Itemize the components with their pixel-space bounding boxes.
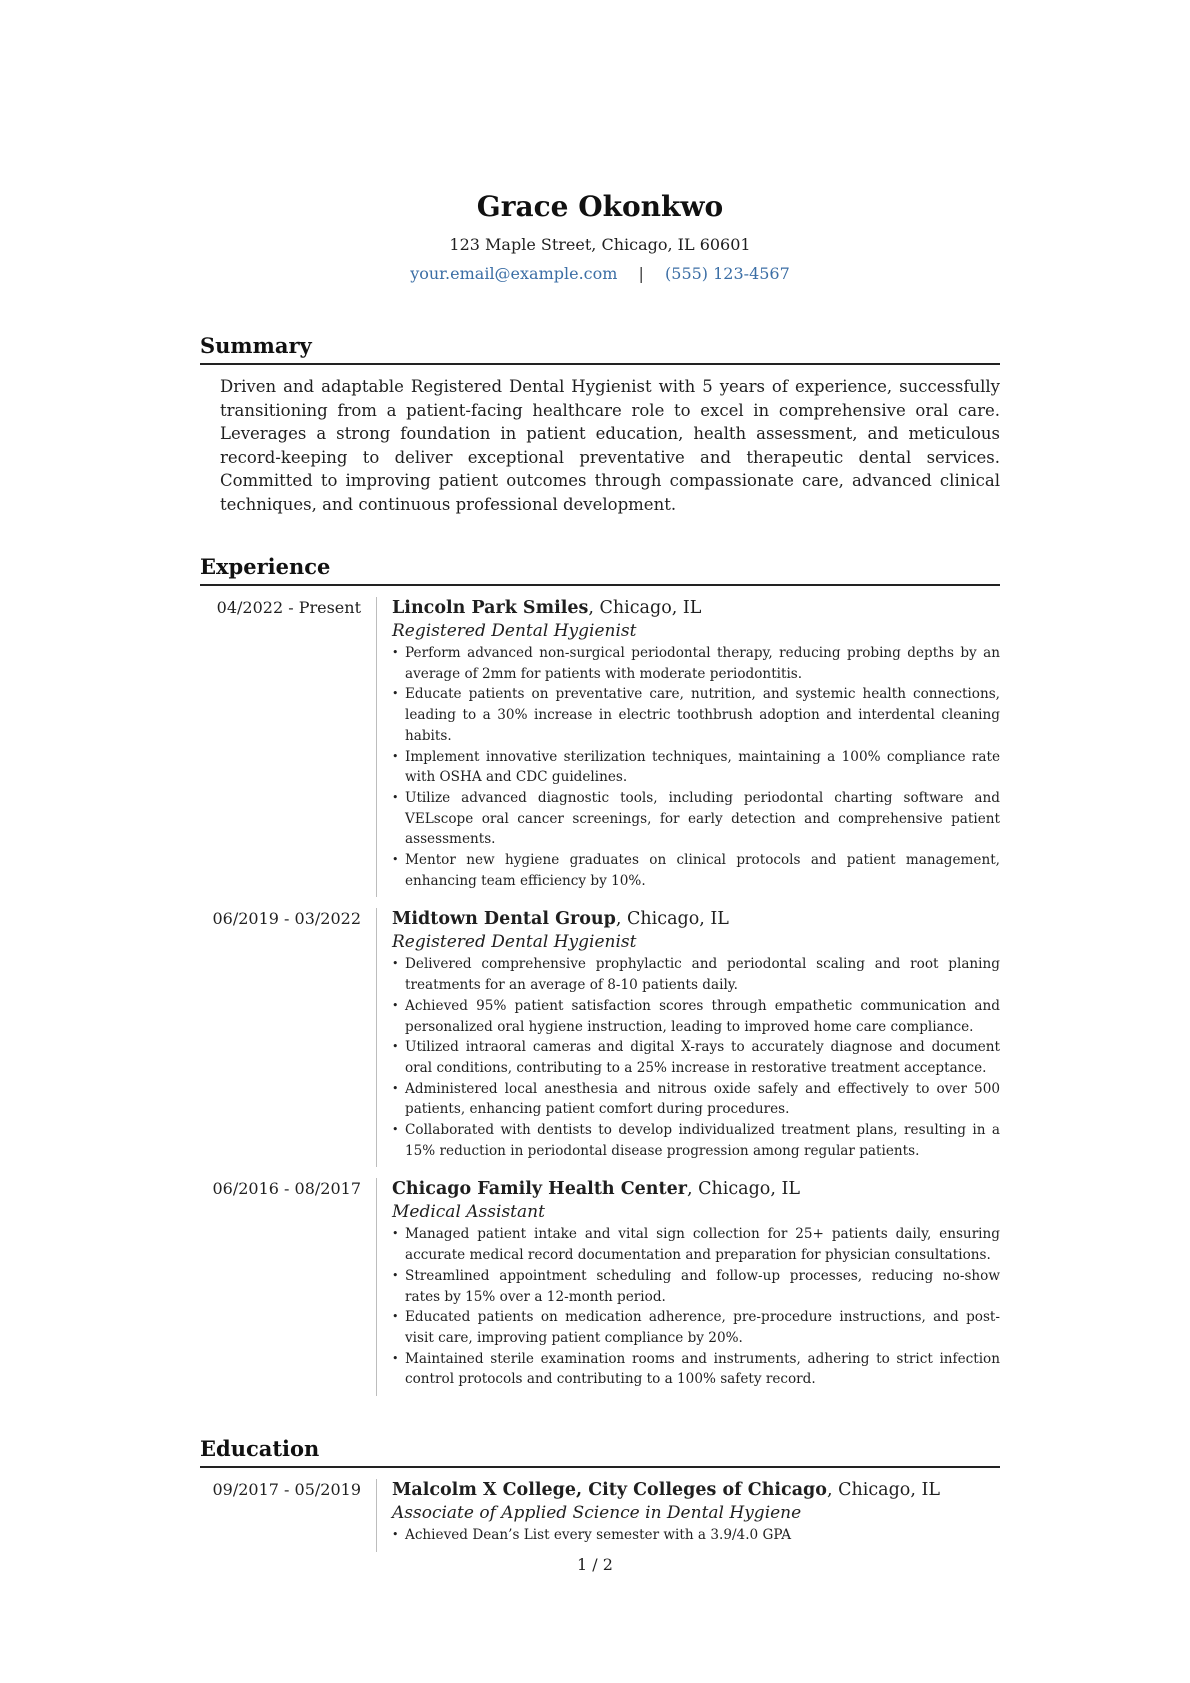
- contact-line: [200, 263, 1000, 285]
- bullet-item: • Collaborated with dentists to develop individualized treatment plans, resulting in a 15% reduction in periodontal disease progression among regular patients.: [392, 1120, 1000, 1161]
- entry-role: Medical Assistant: [392, 1202, 545, 1223]
- entry-dates: 06/2016 - 08/2017: [212, 1179, 361, 1199]
- entry-organization: Midtown Dental Group: [392, 909, 616, 930]
- entry-organization: Chicago Family Health Center: [392, 1179, 687, 1200]
- bullet-item: • Perform advanced non-surgical periodontal therapy, reducing probing depths by an average of 2mm for patients with moderate periodontitis.: [392, 643, 1000, 684]
- page-number: 1 / 2: [577, 1555, 613, 1574]
- experience-entry: [200, 1178, 1000, 1396]
- bullet-item: • Maintained sterile examination rooms and instruments, adhering to strict infection control protocols and contributing to a 100% safety record.: [392, 1349, 1000, 1390]
- entry-dates: 04/2022 - Present: [216, 598, 361, 617]
- entry-location: , Chicago, IL: [588, 598, 702, 618]
- experience-entry: [200, 908, 1000, 1167]
- entry-dates: 09/2017 - 05/2019: [212, 1480, 361, 1500]
- entry-body: [376, 1479, 1000, 1552]
- bullet-item: • Achieved 95% patient satisfaction scores through empathetic communication and personalized oral hygiene instruction, leading to improved home care compliance.: [392, 996, 1000, 1037]
- education-section: [200, 1436, 1000, 1552]
- bullet-item: • Administered local anesthesia and nitrous oxide safely and effectively to over 500 patients, enhancing patient comfort during procedures.: [392, 1079, 1000, 1120]
- entry-degree: Associate of Applied Science in Dental Hygiene: [392, 1503, 802, 1524]
- bullet-item: • Managed patient intake and vital sign collection for 25+ patients daily, ensuring accurate medical record documentation and preparation for physician consultations.: [392, 1224, 1000, 1265]
- email-link[interactable]: your.email@example.com: [410, 264, 618, 283]
- section-title-education: Education: [200, 1436, 1000, 1468]
- entry-body: [376, 1178, 1000, 1396]
- experience-section: [200, 554, 1000, 1396]
- bullet-item: • Utilize advanced diagnostic tools, including periodontal charting software and VELscope oral cancer screenings, for early detection and comprehensive patient assessments.: [392, 788, 1000, 850]
- bullet-item: • Utilized intraoral cameras and digital X-rays to accurately diagnose and document oral conditions, contributing to a 25% increase in restorative treatment acceptance.: [392, 1037, 1000, 1078]
- entry-organization: Lincoln Park Smiles: [392, 598, 589, 618]
- entry-organization: Malcolm X College, City Colleges of Chicago: [392, 1480, 827, 1501]
- bullet-item: • Mentor new hygiene graduates on clinical protocols and patient management, enhancing team efficiency by 10%.: [392, 850, 1000, 891]
- bullet-item: • Achieved Dean’s List every semester with a 3.9/4.0 GPA: [392, 1525, 1000, 1546]
- section-title-experience: Experience: [200, 554, 1000, 586]
- entry-location: , Chicago, IL: [615, 909, 729, 930]
- entry-bullets: [392, 1224, 1000, 1390]
- entry-heading: [392, 1178, 1000, 1200]
- entry-heading: [392, 597, 1000, 619]
- summary-section: [200, 333, 1000, 516]
- section-title-summary: Summary: [200, 333, 1000, 365]
- bullet-item: • Streamlined appointment scheduling and follow-up processes, reducing no-show rates by 15% over a 12-month period.: [392, 1266, 1000, 1307]
- phone-link[interactable]: (555) 123-4567: [665, 264, 790, 283]
- entry-role: Registered Dental Hygienist: [392, 932, 637, 953]
- entry-location: , Chicago, IL: [686, 1179, 800, 1200]
- entry-role: Registered Dental Hygienist: [392, 621, 637, 641]
- resume-page: [200, 190, 1000, 1552]
- entry-bullets: [392, 643, 1000, 891]
- entry-heading: [392, 1479, 1000, 1501]
- entry-bullets: [392, 1525, 1000, 1546]
- entry-body: [376, 908, 1000, 1167]
- contact-separator: |: [638, 264, 644, 283]
- entry-heading: [392, 908, 1000, 930]
- entry-dates: 06/2019 - 03/2022: [212, 909, 361, 929]
- candidate-name: Grace Okonkwo: [476, 190, 724, 223]
- resume-header: [200, 190, 1000, 285]
- education-entry: [200, 1479, 1000, 1552]
- bullet-item: • Delivered comprehensive prophylactic and periodontal scaling and root planing treatments for an average of 8-10 patients daily.: [392, 954, 1000, 995]
- bullet-item: • Educated patients on medication adherence, pre-procedure instructions, and post-visit care, improving patient compliance by 20%.: [392, 1307, 1000, 1348]
- experience-entry: [200, 597, 1000, 897]
- address: 123 Maple Street, Chicago, IL 60601: [449, 235, 751, 254]
- entry-bullets: [392, 954, 1000, 1161]
- entry-location: , Chicago, IL: [826, 1480, 940, 1501]
- summary-text: Driven and adaptable Registered Dental Hygienist with 5 years of experience, successfully transitioning from a patient-facing healthcare role to excel in comprehensive oral care. Leverages a strong foundation in patient education, health assessment, and meticulous record-keeping to deliver exceptional preventative and therapeutic dental services. Committed to improving patient outcomes through compassionate care, advanced clinical techniques, and continuous professional development.: [220, 377, 1000, 514]
- entry-body: [376, 597, 1000, 897]
- bullet-item: • Implement innovative sterilization techniques, maintaining a 100% compliance rate with OSHA and CDC guidelines.: [392, 747, 1000, 788]
- bullet-item: • Educate patients on preventative care, nutrition, and systemic health connections, leading to a 30% increase in electric toothbrush adoption and interdental cleaning habits.: [392, 684, 1000, 746]
